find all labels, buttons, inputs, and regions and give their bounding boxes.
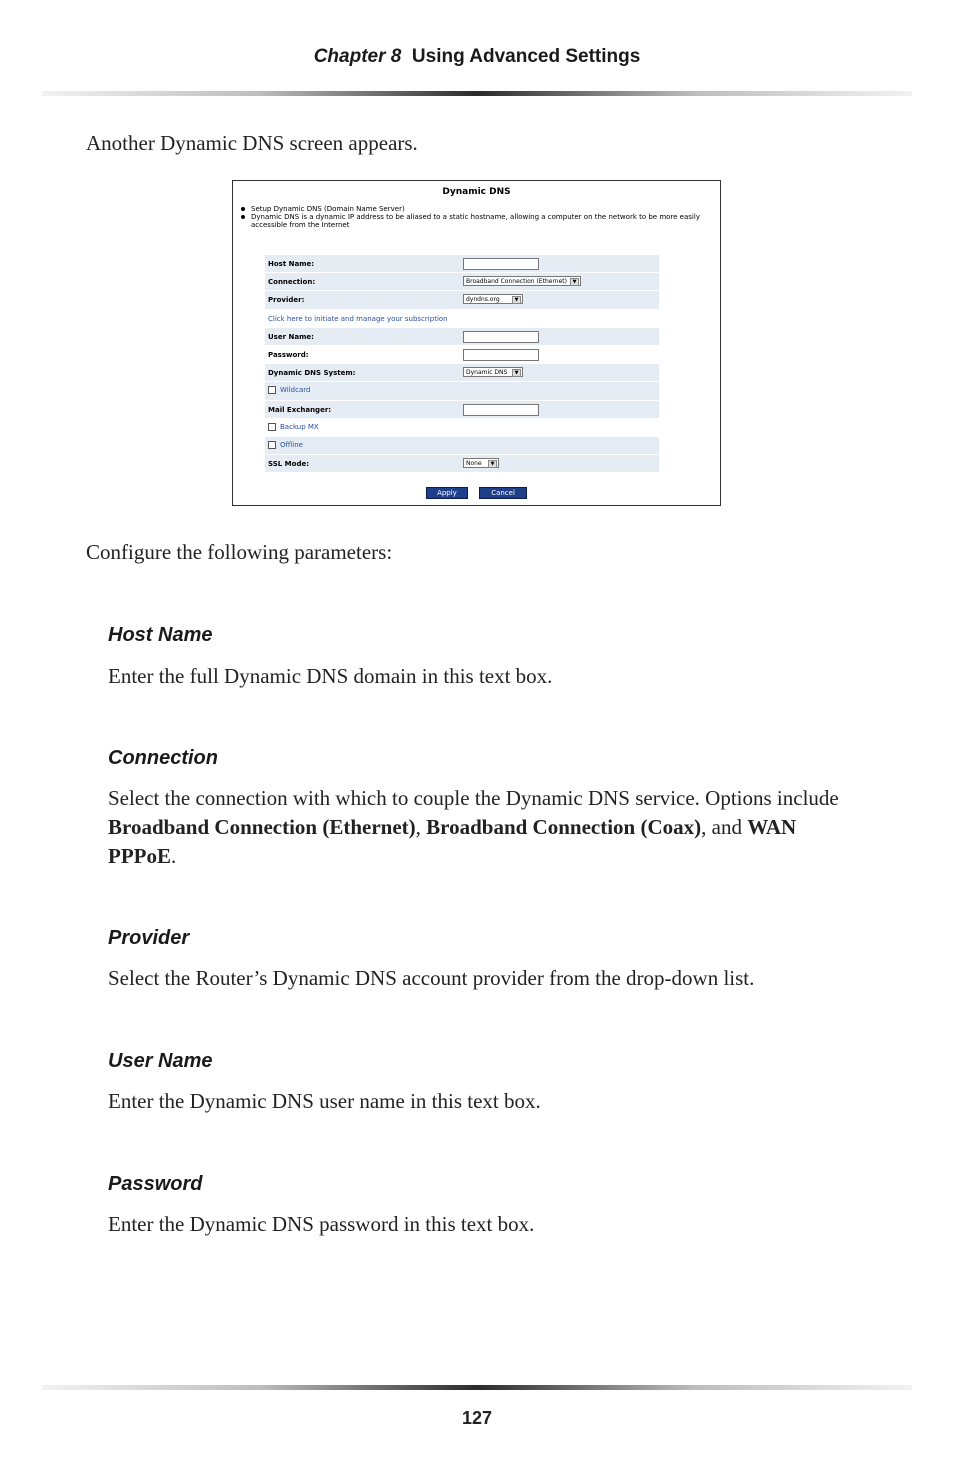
apply-button[interactable]: Apply — [426, 487, 468, 499]
bullet-text: Dynamic DNS is a dynamic IP address to be aliased to a static hostname, allowing a computer on the network to be more easily accessible from the Internet — [251, 213, 700, 229]
host-name-input[interactable] — [463, 258, 539, 270]
bullet-icon — [241, 215, 245, 219]
ssl-mode-select[interactable] — [463, 458, 499, 468]
chapter-header — [0, 46, 954, 68]
provider-value: dyndns.org — [466, 296, 500, 304]
user-name-heading: User Name — [108, 1050, 213, 1072]
header-rule — [42, 91, 912, 96]
backup-mx-label: Backup MX — [280, 422, 319, 431]
host-name-text: Enter the full Dynamic DNS domain in this text box. — [108, 664, 553, 688]
dns-system-label: Dynamic DNS System: — [268, 369, 356, 378]
row-dns-system — [265, 364, 659, 382]
row-mail-exchanger — [265, 401, 659, 419]
bullet-icon — [241, 207, 245, 211]
offline-checkbox[interactable] — [268, 441, 276, 449]
chevron-down-icon: ▼ — [570, 278, 579, 286]
form-buttons — [233, 480, 720, 499]
ssl-mode-label: SSL Mode: — [268, 460, 309, 469]
bullet-text: Setup Dynamic DNS (Domain Name Server) — [251, 205, 405, 213]
chapter-number: Chapter 8 — [313, 46, 402, 67]
chevron-down-icon: ▼ — [512, 296, 521, 304]
row-password — [265, 346, 659, 364]
offline-label: Offline — [280, 440, 303, 449]
connection-value: Broadband Connection (Ethernet) — [466, 278, 567, 286]
user-name-label: User Name: — [268, 332, 314, 341]
footer-rule — [42, 1385, 912, 1390]
user-name-input[interactable] — [463, 331, 539, 343]
ssl-mode-value: None — [466, 460, 482, 468]
dns-form — [265, 255, 659, 473]
host-name-label: Host Name: — [268, 260, 315, 268]
user-name-text: Enter the Dynamic DNS user name in this text box. — [108, 1089, 541, 1113]
row-ssl-mode — [265, 455, 659, 473]
connection-select[interactable] — [463, 276, 581, 286]
screenshot-title: Dynamic DNS — [442, 187, 511, 197]
row-subscription — [265, 310, 659, 328]
row-provider — [265, 291, 659, 309]
wildcard-label: Wildcard — [280, 386, 311, 395]
dns-system-value: Dynamic DNS — [466, 369, 508, 377]
page-number: 127 — [461, 1408, 493, 1428]
configure-text: Configure the following parameters: — [86, 540, 393, 564]
password-label: Password: — [268, 350, 309, 359]
wildcard-checkbox[interactable] — [268, 386, 276, 394]
chevron-down-icon: ▼ — [488, 460, 497, 468]
connection-text: Select the connection with which to couple the Dynamic DNS service. Options include Broadband Connection (Ethernet), Broadband Connection (Coax), and WAN PPPoE. — [108, 786, 839, 868]
mail-exchanger-label: Mail Exchanger: — [268, 405, 332, 414]
password-text: Enter the Dynamic DNS password in this text box. — [108, 1212, 535, 1236]
wildcard-checkbox-wrap — [268, 386, 310, 394]
chevron-down-icon: ▼ — [512, 369, 521, 377]
backup-mx-checkbox[interactable] — [268, 423, 276, 431]
provider-heading: Provider — [108, 927, 190, 949]
row-wildcard — [265, 382, 659, 400]
host-name-heading: Host Name — [108, 624, 213, 646]
cancel-button[interactable]: Cancel — [479, 487, 527, 499]
row-host-name — [265, 255, 659, 273]
intro-text: Another Dynamic DNS screen appears. — [86, 131, 418, 155]
connection-heading: Connection — [108, 747, 218, 769]
backup-mx-checkbox-wrap — [268, 423, 319, 431]
provider-text: Select the Router’s Dynamic DNS account provider from the drop-down list. — [108, 966, 755, 990]
password-heading: Password — [108, 1173, 203, 1195]
provider-label: Provider: — [268, 296, 305, 305]
dns-system-select[interactable] — [463, 367, 523, 377]
subscription-link[interactable]: Click here to initiate and manage your subscription — [268, 314, 448, 323]
row-offline — [265, 437, 659, 455]
provider-select[interactable] — [463, 294, 523, 304]
row-user-name — [265, 328, 659, 346]
row-backup-mx — [265, 419, 659, 437]
chapter-title: Using Advanced Settings — [411, 46, 641, 67]
dynamic-dns-screenshot — [232, 180, 721, 506]
connection-label: Connection: — [268, 278, 316, 287]
mail-exchanger-input[interactable] — [463, 404, 539, 416]
offline-checkbox-wrap — [268, 441, 303, 449]
password-input[interactable] — [463, 349, 539, 361]
row-connection — [265, 273, 659, 291]
